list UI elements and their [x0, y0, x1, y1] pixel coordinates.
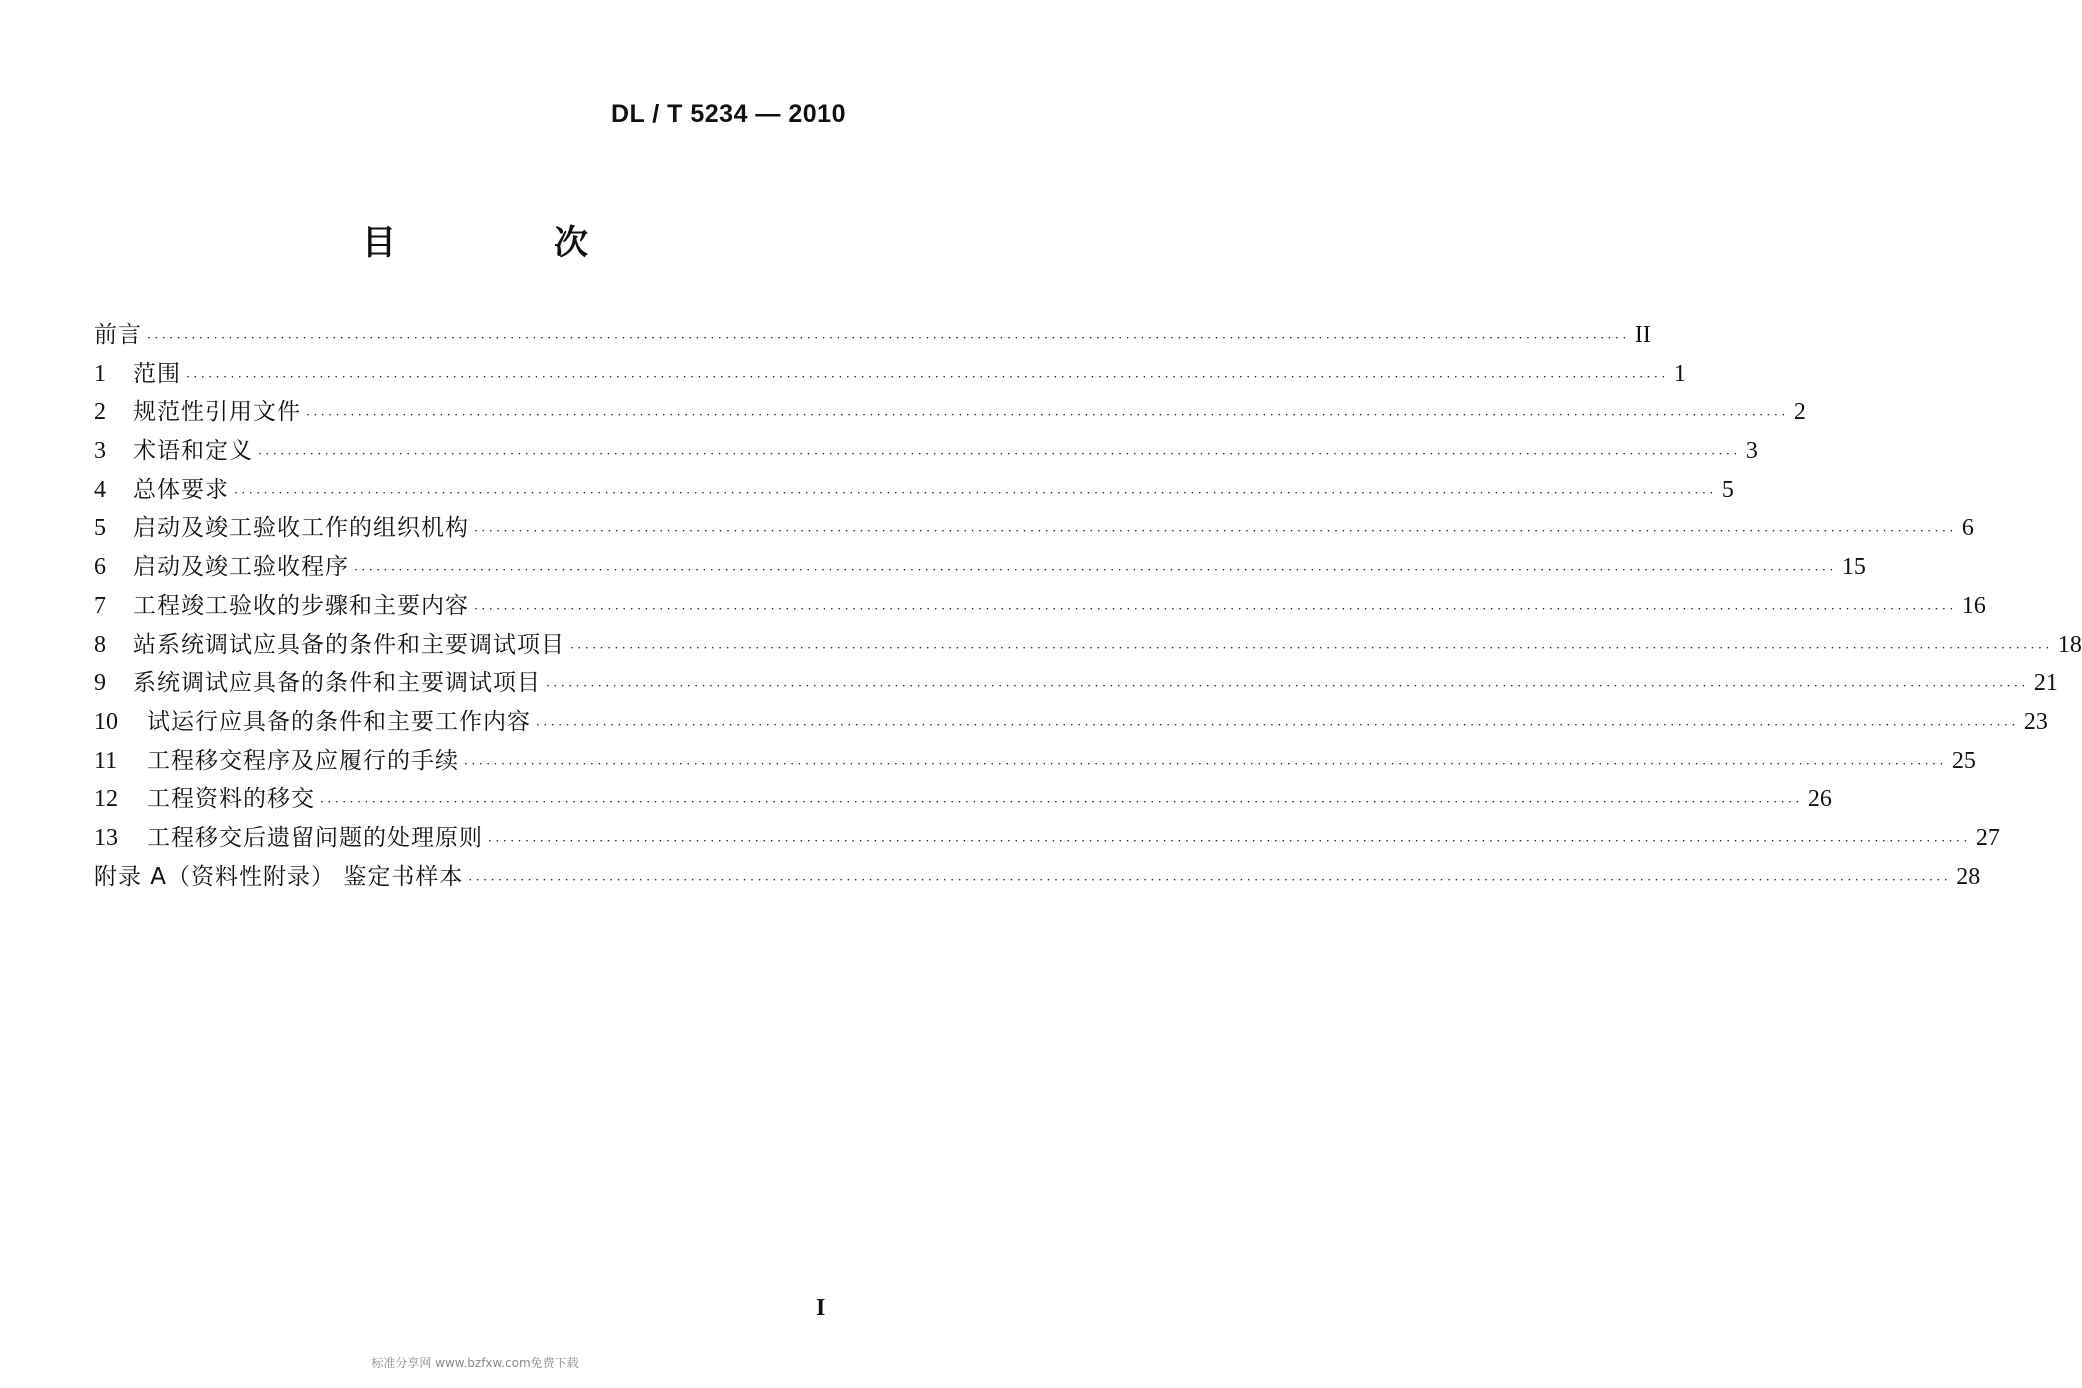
toc-entry-number: 3: [94, 438, 106, 465]
toc-entry-page: 2: [1793, 399, 1806, 426]
toc-entry-number: 2: [94, 399, 106, 426]
toc-leader-dots: ········································································································································································································: [464, 756, 1947, 771]
watermark: 标准分享网 www.bzfxw.com免费下载: [371, 1356, 579, 1370]
toc-entry-page: 26: [1807, 786, 1832, 813]
toc-entry-number: 5: [94, 515, 106, 542]
toc-entry-title: 附录 A（资料性附录） 鉴定书样本: [94, 863, 464, 890]
toc-entry[interactable]: [94, 509, 1974, 548]
toc-entry-title: 站系统调试应具备的条件和主要调试项目: [133, 631, 565, 658]
toc-entry[interactable]: [94, 703, 2048, 742]
toc-entry[interactable]: [94, 471, 1734, 510]
toc-leader-dots: ········································································································································································································: [234, 485, 1717, 500]
toc-leader-dots: ········································································································································································································: [536, 717, 2019, 732]
toc-entry-page: 18: [2057, 631, 2082, 658]
toc-entry-number: 11: [94, 747, 118, 774]
toc-entry-page: II: [1634, 322, 1651, 348]
toc-entry-page: 3: [1745, 438, 1758, 465]
toc-entry-title: 术语和定义: [133, 438, 253, 465]
toc-entry-page: 23: [2023, 708, 2048, 735]
toc-entry[interactable]: [94, 355, 1686, 394]
toc-entry-number: 7: [94, 592, 106, 619]
toc-entry[interactable]: [94, 858, 1981, 897]
toc-entry-title: 工程移交程序及应履行的手续: [147, 747, 459, 774]
toc-leader-dots: ········································································································································································································: [546, 679, 2029, 694]
toc-entry[interactable]: [94, 664, 2058, 703]
table-of-contents: [94, 316, 2082, 896]
toc-entry-page: 25: [1951, 747, 1976, 774]
toc-entry-title: 启动及竣工验收程序: [133, 554, 349, 581]
toc-entry-number: 13: [94, 824, 118, 851]
toc-entry-page: 28: [1956, 863, 1981, 890]
toc-leader-dots: ········································································································································································································: [186, 369, 1669, 384]
toc-entry-title: 工程竣工验收的步骤和主要内容: [133, 592, 469, 619]
toc-entry-page: 27: [1975, 824, 2000, 851]
toc-entry[interactable]: [94, 432, 1758, 471]
toc-entry-page: 16: [1961, 592, 1986, 619]
toc-entry[interactable]: [94, 780, 1832, 819]
toc-entry-title: 工程资料的移交: [147, 786, 315, 813]
standard-code: DL / T 5234 — 2010: [610, 100, 846, 128]
toc-entry-title: 前言: [94, 322, 142, 348]
toc-entry[interactable]: [94, 548, 1866, 587]
toc-entry-page: 21: [2033, 670, 2058, 697]
page-number: I: [816, 1295, 826, 1321]
toc-leader-dots: ········································································································································································································: [147, 331, 1630, 345]
toc-entry-page: 6: [1961, 515, 1974, 542]
toc-entry[interactable]: [94, 626, 2082, 665]
toc-leader-dots: ········································································································································································································: [488, 833, 1971, 848]
toc-entry[interactable]: [94, 742, 1976, 781]
toc-entry[interactable]: [94, 819, 2000, 858]
toc-entry-title: 总体要求: [133, 476, 229, 503]
page-title: 目 次: [362, 223, 650, 263]
toc-entry-page: 15: [1841, 554, 1866, 581]
toc-leader-dots: ········································································································································································································: [306, 408, 1789, 423]
toc-leader-dots: ········································································································································································································: [474, 524, 1957, 539]
toc-entry[interactable]: [94, 393, 1806, 432]
toc-entry-page: 5: [1721, 476, 1734, 503]
toc-leader-dots: ········································································································································································································: [468, 872, 1952, 887]
toc-entry-title: 启动及竣工验收工作的组织机构: [133, 515, 469, 542]
toc-entry-title: 试运行应具备的条件和主要工作内容: [147, 708, 531, 735]
toc-entry-page: 1: [1673, 360, 1686, 387]
toc-entry-number: 1: [94, 360, 106, 387]
toc-leader-dots: ········································································································································································································: [354, 563, 1837, 578]
toc-entry[interactable]: [94, 316, 1651, 355]
toc-entry-number: 8: [94, 631, 106, 658]
toc-entry-number: 9: [94, 670, 106, 697]
toc-leader-dots: ········································································································································································································: [570, 640, 2053, 655]
toc-entry-title: 系统调试应具备的条件和主要调试项目: [133, 670, 541, 697]
toc-entry-number: 12: [94, 786, 118, 813]
toc-entry-title: 工程移交后遗留问题的处理原则: [147, 824, 483, 851]
toc-leader-dots: ········································································································································································································: [474, 601, 1957, 616]
toc-leader-dots: ········································································································································································································: [320, 795, 1803, 810]
toc-entry-number: 4: [94, 476, 106, 503]
toc-leader-dots: ········································································································································································································: [258, 447, 1741, 462]
toc-entry-title: 规范性引用文件: [133, 399, 301, 426]
toc-entry[interactable]: [94, 587, 1986, 626]
toc-entry-number: 6: [94, 554, 106, 581]
toc-entry-title: 范围: [133, 360, 181, 387]
toc-entry-number: 10: [94, 708, 118, 735]
